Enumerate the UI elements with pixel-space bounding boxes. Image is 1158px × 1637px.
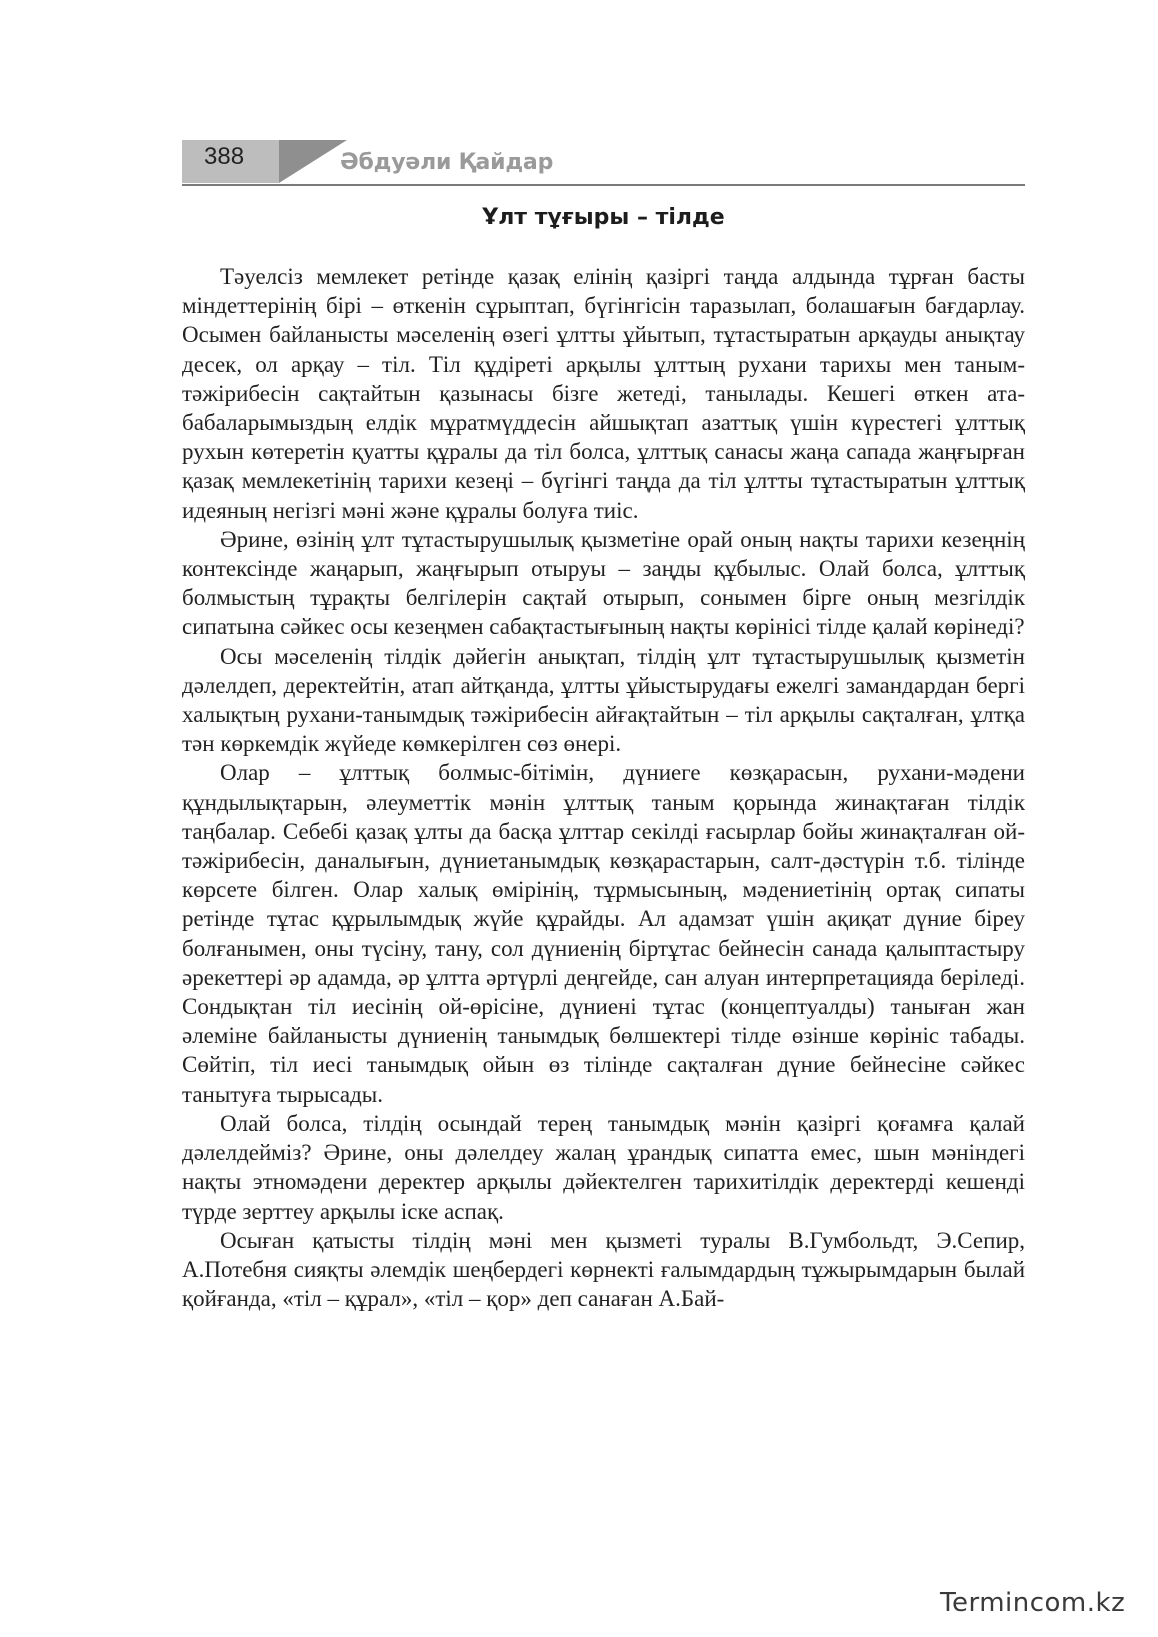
header-rule xyxy=(182,184,1025,186)
paragraph: Әрине, өзінің ұлт тұтастырушылық қызметіне орай оның нақты тарихи кезеңнің контексінде жаңарып, жаңғырып отыруы – заңды құбылыс. Олай болса, ұлттық болмыстың тұрақты белгілерін сақтай отырып, сонымен бірге оның мезгілдік сипатына сәйкес осы кезеңмен сабақтастығының нақты көрінісі тілде қалай көрінеді? xyxy=(182,526,1025,640)
paragraph: Осы мәселенің тілдік дәйегін анықтап, тілдің ұлт тұтастырушылық қызметін дәлелдеп, деректейтін, атап айтқанда, ұлтты ұйыстырудағы ежелгі замандардан бергі халықтың рухани-танымдық тәжірибесін айғақтайтын – тіл арқылы сақталған, ұлтқа тән көркемдік жүйеде көмкерілген сөз өнері. xyxy=(182,643,1025,757)
page-number: 388 xyxy=(204,143,245,170)
paragraph: Осыған қатысты тілдің мәні мен қызметі туралы В.Гумбольдт, Э.Сепир, А.Потебня сияқты әлемдік шеңбердегі көрнекті ғалымдардың тұжырымдарын былай қойғанда, «тіл – құрал», «тіл – қор» деп санаған А.Бай- xyxy=(182,1227,1025,1312)
paragraph: Олар – ұлттық болмыс-бітімін, дүниеге көзқарасын, рухани-мәдени құндылықтарын, әлеуметтік мәнін ұлттық таным қорында жинақтаған тілдік таңбалар. Себебі қазақ ұлты да басқа ұлттар секілді ғасырлар бойы жинақталған ой-тәжірибесін, даналығын, дүниетанымдық көзқарастарын, салт-дәстүрін т.б. тілінде көрсете білген. Олар халық өмірінің, тұрмысының, мәдениетінің ортақ сипаты ретінде тұтас құрылымдық жүйе құрайды. Ал адамзат үшін ақиқат дүние біреу болғанымен, оны түсіну, тану, сол дүниенің біртұтас бейнесін санада қалыптастыру әрекеттері әр адамда, әр ұлтта әртүрлі деңгейде, сан алуан интерпретацияда беріледі. Сондықтан тіл иесінің ой-өрісіне, дүниені тұтас (концептуалды) таныған жан әлеміне байланысты дүниенің танымдық бөлшектері тілде өзінше көрініс табады. Сөйтіп, тіл иесі танымдық ойын өз тілінде сақталған дүние бейнесіне сәйкес танытуға тырысады. xyxy=(182,760,1025,1107)
page-number-tab xyxy=(182,140,279,183)
page-header xyxy=(182,140,1025,186)
body-text xyxy=(182,262,1025,1313)
section-title: Ұлт тұғыры – тілде xyxy=(482,205,725,230)
watermark xyxy=(940,1588,1126,1620)
author-name: Әбдуәли Қайдар xyxy=(340,150,554,175)
paragraph: Олай болса, тілдің осындай терең танымдық мәнін қазіргі қоғамға қалай дәлелдейміз? Әрине, оны дәлелдеу жалаң ұрандық сипатта емес, шын мәніндегі нақты этномәдени деректер арқылы дәйектелген тарихитілдік деректерді кешенді түрде зерттеу арқылы іске аспақ. xyxy=(182,1110,1025,1224)
paragraph: Тәуелсіз мемлекет ретінде қазақ елінің қазіргі таңда алдында тұрған басты міндеттерінің бірі – өткенін сұрыптап, бүгінгісін таразылап, болашағын бағдарлау. Осымен байланысты мәселенің өзегі ұлтты ұйытып, тұтастыратын арқауды анықтау десек, ол арқау – тіл. Тіл құдіреті арқылы ұлттың рухани тарихы мен таным-тәжірибесін сақтайтын қазынасы бізге жетеді, танылады. Кешегі өткен ата-бабаларымыздың елдік мұратмүддесін айшықтап азаттық үшін күрестегі ұлттық рухын көтеретін қуатты құралы да тіл болса, ұлттық санасы жаңа сапада жаңғырған қазақ мемлекетінің тарихи кезеңі – бүгінгі таңда да тіл ұлтты тұтастыратын ұлттық идеяның негізгі мәні және құралы болуға тиіс. xyxy=(182,264,1025,523)
watermark-text: Termincom.kz xyxy=(940,1588,1126,1618)
